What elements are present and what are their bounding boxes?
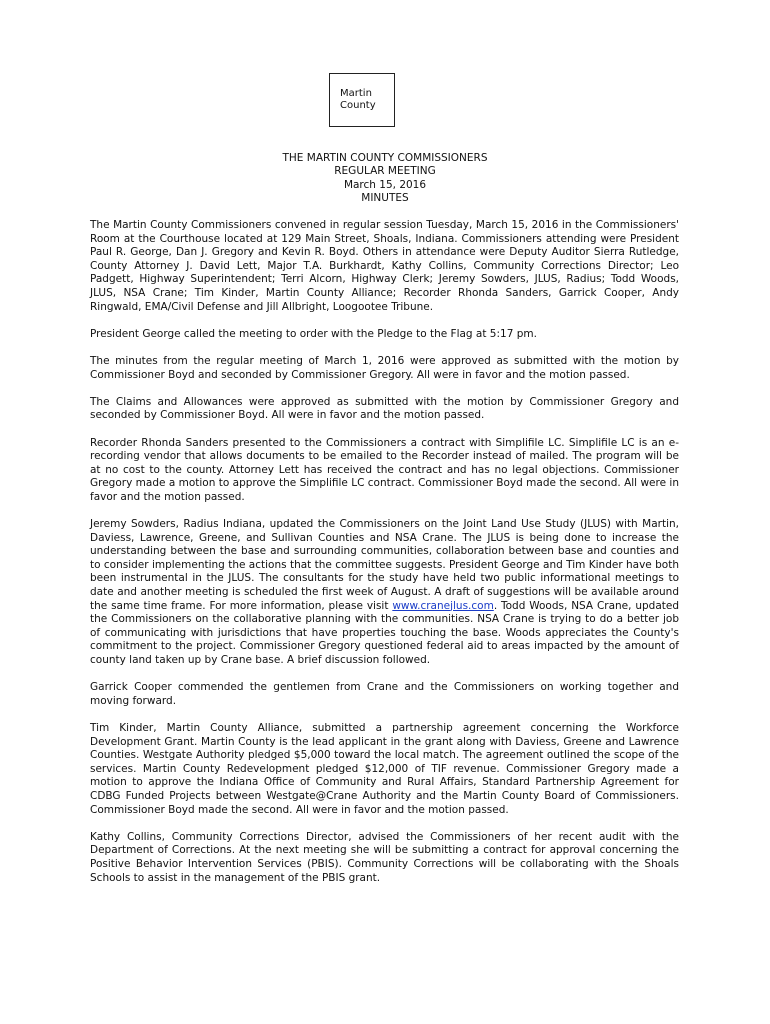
jlus-text-before: Jeremy Sowders, Radius Indiana, updated the Commissioners on the Joint Land Use Study (JLUS) with Martin, Daviess, Lawrence, Greene, and Sullivan Counties and NSA Crane. The JLUS is being done to increase the understanding between the base and surrounding communities, collaboration between base and counties and to consider implementing the actions that the committee suggests. President George and Tim Kinder have both been instrumental in the JLUS. The consultants for the study have held two public informational meetings to date and another meeting is scheduled the first week of August. A draft of suggestions will be available around the same time frame. For more information, please visit bbox=[90, 518, 679, 612]
paragraph-simplifile: Recorder Rhonda Sanders presented to the Commissioners a contract with Simplifile LC. Simplifile LC is an e-recording vendor that allows documents to be emailed to the Recorder instead of mailed. The program will be at no cost to the county. Attorney Lett has received the contract and has no legal objections. Commissioner Gregory made a motion to approve the Simplifile LC contract. Commissioner Boyd made the second. All were in favor and the motion passed. bbox=[90, 436, 679, 503]
paragraph-jlus bbox=[90, 518, 679, 668]
paragraph-claims: The Claims and Allowances were approved as submitted with the motion by Commissioner Gregory and seconded by Commissioner Boyd. All were in favor and the motion passed. bbox=[90, 395, 679, 422]
jlus-text-after: . Todd Woods, NSA Crane, updated the Commissioners on the collaborative planning with the communities. NSA Crane is trying to do a better job of communicating with jurisdictions that have properties touching the base. Woods appreciates the County's commitment to the project. Commissioner Gregory questioned federal aid to areas impacted by the amount of county land taken up by Crane base. A brief discussion followed. bbox=[90, 599, 679, 666]
document-heading bbox=[0, 152, 770, 206]
paragraph-workforce-grant: Tim Kinder, Martin County Alliance, submitted a partnership agreement concerning the Workforce Development Grant. Martin County is the lead applicant in the grant along with Daviess, Greene and Lawrence Counties. Westgate Authority pledged $5,000 toward the local match. The agreement outlined the scope of the services. Martin County Redevelopment pledged $12,000 of TIF revenue. Commissioner Gregory made a motion to approve the Indiana Office of Community and Rural Affairs, Standard Partnership Agreement for CDBG Funded Projects between Westgate@Crane Authority and the Martin County Board of Commissioners. Commissioner Boyd made the second. All were in favor and the motion passed. bbox=[90, 721, 679, 816]
paragraph-community-corrections: Kathy Collins, Community Corrections Director, advised the Commissioners of her recent audit with the Department of Corrections. At the next meeting she will be submitting a contract for approval concerning the Positive Behavior Intervention Services (PBIS). Community Corrections will be collaborating with the Shoals Schools to assist in the management of the PBIS grant. bbox=[90, 830, 679, 884]
paragraph-attendance: The Martin County Commissioners convened in regular session Tuesday, March 15, 2016 in the Commissioners' Room at the Courthouse located at 129 Main Street, Shoals, Indiana. Commissioners attending were President Paul R. George, Dan J. Gregory and Kevin R. Boyd. Others in attendance were Deputy Auditor Sierra Rutledge, County Attorney J. David Lett, Major T.A. Burkhardt, Kathy Collins, Community Corrections Director; Leo Padgett, Highway Superintendent; Terri Alcorn, Highway Clerk; Jeremy Sowders, JLUS, Radius; Todd Woods, JLUS, NSA Crane; Tim Kinder, Martin County Alliance; Recorder Rhonda Sanders, Garrick Cooper, Andy Ringwald, EMA/Civil Defense and Jill Allbright, Loogootee Tribune. bbox=[90, 219, 679, 313]
paragraph-minutes-approval: The minutes from the regular meeting of March 1, 2016 were approved as submitted with the motion by Commissioner Boyd and seconded by Commissioner Gregory. All were in favor and the motion passed. bbox=[90, 354, 679, 381]
paragraph-cooper: Garrick Cooper commended the gentlemen from Crane and the Commissioners on working together and moving forward. bbox=[90, 681, 679, 707]
heading-minutes: MINUTES bbox=[361, 192, 409, 205]
heading-title: THE MARTIN COUNTY COMMISSIONERS bbox=[282, 152, 488, 164]
county-logo-box bbox=[329, 73, 395, 127]
jlus-website-link[interactable]: www.cranejlus.com bbox=[392, 599, 494, 612]
heading-meeting-type: REGULAR MEETING bbox=[334, 165, 436, 178]
paragraph-call-to-order: President George called the meeting to order with the Pledge to the Flag at 5:17 pm. bbox=[90, 327, 537, 340]
heading-date: March 15, 2016 bbox=[343, 178, 427, 191]
logo-line-1: Martin bbox=[340, 88, 372, 99]
minutes-body bbox=[90, 219, 679, 899]
logo-line-2: County bbox=[340, 100, 376, 111]
